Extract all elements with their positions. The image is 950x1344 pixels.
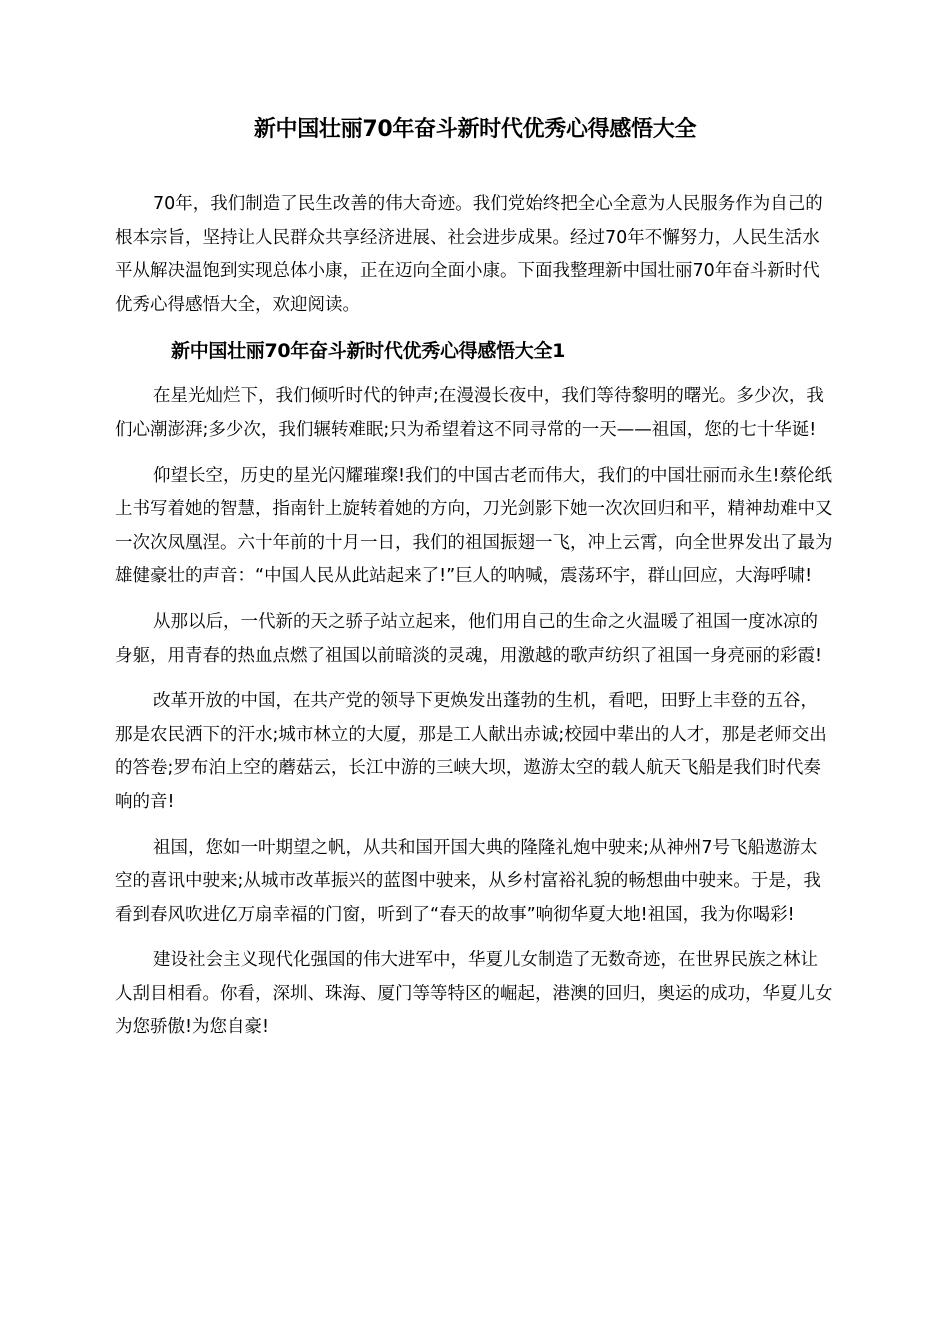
body-paragraph-6: 建设社会主义现代化强国的伟大进军中，华夏儿女制造了无数奇迹，在世界民族之林让人刮目相看。你看，深圳、珠海、厦门等等特区的崛起，港澳的回归，奥运的成功，华夏儿女为您骄傲!为您自豪!	[115, 950, 833, 1038]
section-title: 新中国壮丽70年奋斗新时代优秀心得感悟大全1	[171, 340, 566, 363]
body-paragraph-4: 改革开放的中国，在共产党的领导下更焕发出蓬勃的生机，看吧，田野上丰登的五谷，那是农民洒下的汗水;城市林立的大厦，那是工人献出赤诚;校园中辈出的人才，那是老师交出的答卷;罗布泊上空的蘑菇云，长江中游的三峡大坝，遨游太空的载人航天飞船是我们时代奏响的音!	[115, 691, 827, 812]
body-paragraph-3: 从那以后，一代新的天之骄子站立起来，他们用自己的生命之火温暖了祖国一度冰凉的身躯，用青春的热血点燃了祖国以前暗淡的灵魂，用激越的歌声纺织了祖国一身亮丽的彩霞!	[115, 611, 823, 666]
body-paragraph-2: 仰望长空，历史的星光闪耀璀璨!我们的中国古老而伟大，我们的中国壮丽而永生!蔡伦纸上书写着她的智慧，指南针上旋转着她的方向，刀光剑影下她一次次回归和平，精神劫难中又一次次凤凰涅。六十年前的十月一日，我们的祖国振翅一飞，冲上云霄，向全世界发出了最为雄健豪壮的声音：“中国人民从此站起来了!”巨人的呐喊，震荡环宇，群山回应，大海呼啸!	[115, 465, 833, 587]
body-paragraph-5: 祖国，您如一叶期望之帆，从共和国开国大典的隆隆礼炮中驶来;从神州7号飞船遨游太空的喜讯中驶来;从城市改革振兴的蓝图中驶来，从乡村富裕礼貌的畅想曲中驶来。于是，我看到春风吹进亿万扇幸福的门窗，听到了“春天的故事”响彻华夏大地!祖国，我为你喝彩!	[115, 837, 821, 925]
intro-paragraph: 70年，我们制造了民生改善的伟大奇迹。我们党始终把全心全意为人民服务作为自己的根本宗旨，坚持让人民群众共享经济进展、社会进步成果。经过70年不懈努力，人民生活水平从解决温饱到实现总体小康，正在迈向全面小康。下面我整理新中国壮丽70年奋斗新时代优秀心得感悟大全，欢迎阅读。	[115, 194, 823, 315]
body-paragraph-1: 在星光灿烂下，我们倾听时代的钟声;在漫漫长夜中，我们等待黎明的曙光。多少次，我们心潮澎湃;多少次，我们辗转难眠;只为希望着这不同寻常的一天——祖国，您的七十华诞!	[115, 386, 824, 440]
document-title: 新中国壮丽70年奋斗新时代优秀心得感悟大全	[253, 117, 697, 142]
